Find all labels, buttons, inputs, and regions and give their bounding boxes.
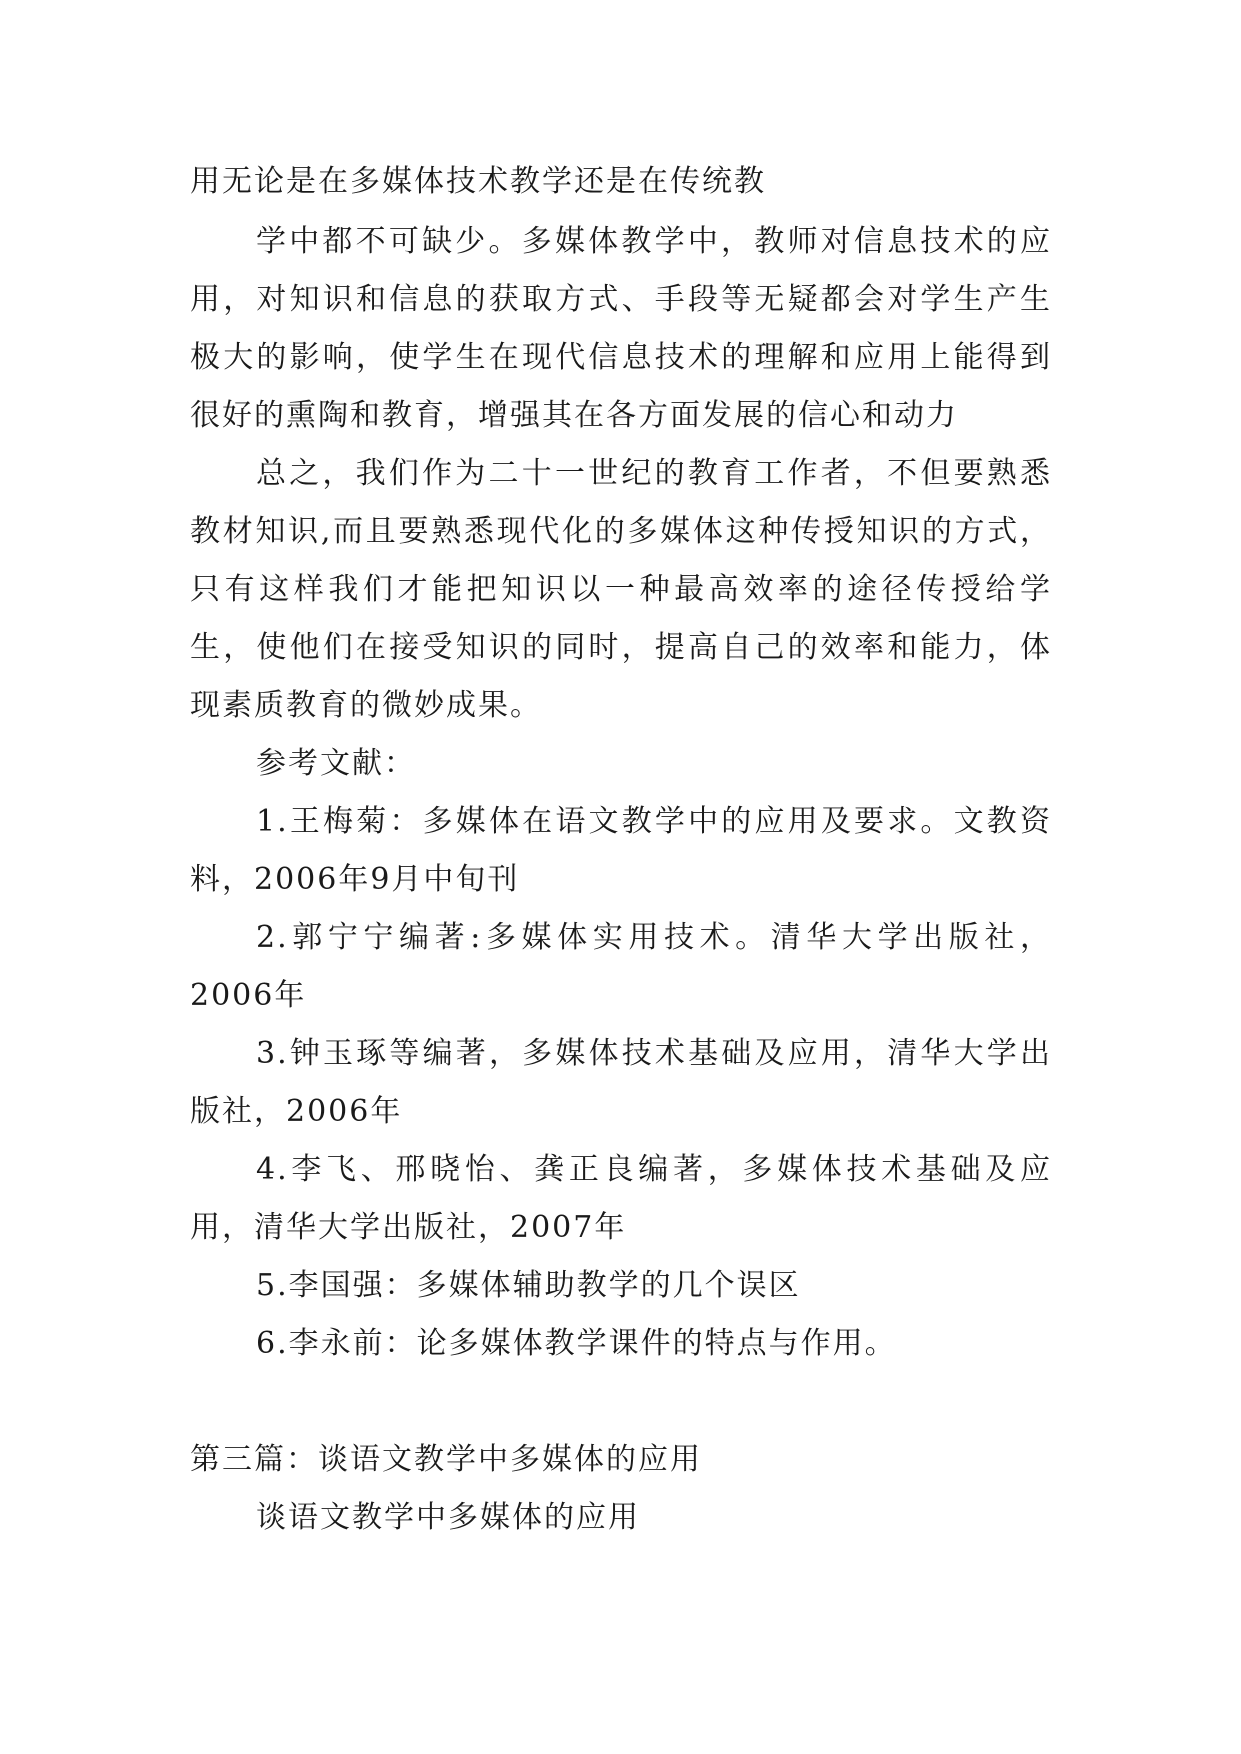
paragraph-continuation: 用无论是在多媒体技术教学还是在传统教 (190, 164, 766, 199)
reference-item: 2.郭宁宁编著:多媒体实用技术。清华大学出版社，2006年 (190, 920, 1052, 1013)
reference-item: 5.李国强：多媒体辅助教学的几个误区 (256, 1268, 801, 1303)
reference-item: 3.钟玉琢等编著，多媒体技术基础及应用，清华大学出版社，2006年 (190, 1036, 1052, 1129)
reference-item: 4.李飞、邢晓怡、龚正良编著，多媒体技术基础及应用，清华大学出版社，2007年 (190, 1152, 1052, 1245)
paragraph-teacher-it-application: 学中都不可缺少。多媒体教学中，教师对信息技术的应用，对知识和信息的获取方式、手段等无疑都会对学生产生极大的影响，使学生在现代信息技术的理解和应用上能得到很好的熏陶和教育，增强其在各方面发展的信心和动力 (190, 224, 1052, 433)
section-heading: 第三篇：谈语文教学中多媒体的应用 (190, 1442, 702, 1477)
section-subtitle: 谈语文教学中多媒体的应用 (256, 1500, 640, 1535)
reference-item: 1.王梅菊：多媒体在语文教学中的应用及要求。文教资料，2006年9月中旬刊 (190, 804, 1052, 897)
references-heading: 参考文献： (256, 746, 416, 781)
paragraph-conclusion: 总之，我们作为二十一世纪的教育工作者，不但要熟悉教材知识,而且要熟悉现代化的多媒体这种传授知识的方式，只有这样我们才能把知识以一种最高效率的途径传授给学生，使他们在接受知识的同时，提高自己的效率和能力，体现素质教育的微妙成果。 (190, 456, 1052, 723)
reference-item: 6.李永前：论多媒体教学课件的特点与作用。 (256, 1326, 897, 1361)
